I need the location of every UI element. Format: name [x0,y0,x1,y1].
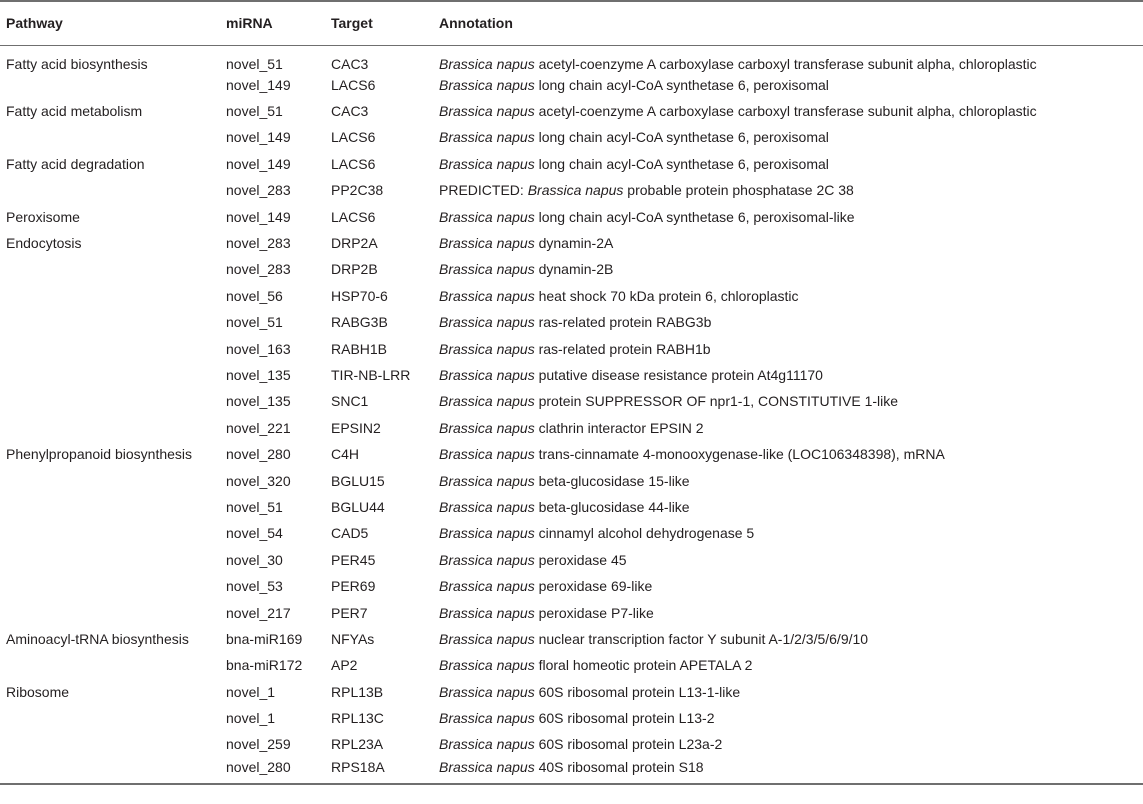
table-row [0,335,1143,361]
annotation-description: floral homeotic protein APETALA 2 [534,657,753,674]
cell-target: RABH1B [331,340,388,357]
cell-target: LACS6 [331,208,376,225]
cell-pathway [0,520,220,546]
cell-mirna: novel_217 [226,604,291,621]
column-header-pathway: Pathway [6,15,63,32]
cell-mirna: novel_54 [226,525,283,542]
cell-pathway [0,652,220,678]
table-row [0,256,1143,282]
cell-mirna: novel_280 [226,446,291,463]
column-header-annotation: Annotation [439,15,513,32]
cell-annotation [433,309,1143,335]
cell-target: RABG3B [331,314,388,331]
cell-target: PER69 [331,578,376,595]
cell-pathway [0,362,220,388]
column-header-target: Target [331,15,373,32]
cell-pathway [0,124,220,150]
cell-pathway [0,547,220,573]
cell-annotation [433,415,1143,441]
cell-mirna: novel_283 [226,235,291,252]
annotation-description: 60S ribosomal protein L13-1-like [534,683,741,700]
cell-annotation [433,203,1143,229]
annotation-species: Brassica napus [439,314,535,331]
annotation-species: Brassica napus [439,235,535,252]
cell-mirna: novel_1 [226,683,276,700]
annotation-species: Brassica napus [527,182,624,199]
annotation-species: Brassica napus [439,76,535,93]
table-row [0,467,1143,493]
annotation-species: Brassica napus [439,287,535,304]
cell-annotation [433,256,1143,282]
cell-mirna: novel_1 [226,710,276,727]
annotation-description: ras-related protein RABH1b [534,340,711,357]
cell-target: EPSIN2 [331,419,381,436]
annotation-description: 60S ribosomal protein L23a-2 [534,736,723,753]
cell-target: DRP2A [331,235,378,252]
table-row [0,678,1143,704]
annotation-description: peroxidase 69-like [534,578,653,595]
annotation-species: Brassica napus [439,155,535,172]
cell-annotation [433,758,1143,784]
table-row [0,441,1143,467]
cell-mirna: novel_221 [226,419,291,436]
cell-pathway: Fatty acid metabolism [6,103,143,120]
table-row [0,626,1143,652]
cell-annotation [433,467,1143,493]
cell-pathway: Phenylpropanoid biosynthesis [6,446,193,463]
table-row [0,494,1143,520]
cell-mirna: novel_51 [226,498,283,515]
cell-annotation [433,177,1143,203]
cell-mirna: novel_259 [226,736,291,753]
table-row [0,731,1143,757]
cell-pathway [0,758,220,784]
table-body [0,45,1143,784]
cell-mirna: novel_149 [226,155,291,172]
cell-annotation [433,335,1143,361]
table-row [0,415,1143,441]
annotation-description: protein SUPPRESSOR OF npr1-1, CONSTITUTIVE 1-like [534,393,899,410]
annotation-species: Brassica napus [439,578,535,595]
table-row [0,309,1143,335]
annotation-description: long chain acyl-CoA synthetase 6, peroxisomal-like [534,208,855,225]
annotation-prefix: PREDICTED: [439,182,528,199]
cell-mirna: novel_283 [226,182,291,199]
cell-mirna: novel_53 [226,578,283,595]
table-row [0,520,1143,546]
annotation-description: long chain acyl-CoA synthetase 6, peroxisomal [534,76,829,93]
cell-annotation [433,626,1143,652]
table-row [0,758,1143,784]
table-row [0,203,1143,229]
annotation-species: Brassica napus [439,630,535,647]
table-row [0,230,1143,256]
annotation-species: Brassica napus [439,340,535,357]
cell-annotation [433,45,1143,72]
annotation-description: beta-glucosidase 15-like [534,472,690,489]
cell-pathway [0,731,220,757]
annotation-species: Brassica napus [439,498,535,515]
annotation-species: Brassica napus [439,604,535,621]
cell-mirna: novel_320 [226,472,291,489]
cell-target: DRP2B [331,261,378,278]
cell-annotation [433,599,1143,625]
cell-pathway: Fatty acid degradation [6,155,145,172]
cell-target: RPL13C [331,710,384,727]
cell-pathway: Ribosome [6,683,70,700]
cell-pathway [0,388,220,414]
cell-mirna: novel_283 [226,261,291,278]
cell-pathway [0,256,220,282]
cell-annotation [433,362,1143,388]
cell-pathway: Fatty acid biosynthesis [6,55,148,72]
table-row [0,362,1143,388]
cell-pathway [0,177,220,203]
cell-annotation [433,283,1143,309]
cell-annotation [433,151,1143,177]
cell-target: PER7 [331,604,368,621]
cell-annotation [433,547,1143,573]
annotation-description: probable protein phosphatase 2C 38 [623,182,854,199]
cell-pathway [0,494,220,520]
cell-pathway [0,573,220,599]
annotation-species: Brassica napus [439,657,535,674]
annotation-description: acetyl-coenzyme A carboxylase carboxyl transferase subunit alpha, chloroplastic [534,55,1037,72]
cell-target: LACS6 [331,155,376,172]
cell-annotation [433,230,1143,256]
cell-annotation [433,388,1143,414]
cell-target: PP2C38 [331,182,384,199]
cell-pathway [0,72,220,98]
annotation-description: putative disease resistance protein At4g11170 [534,366,823,383]
cell-pathway [0,705,220,731]
cell-target: C4H [331,446,360,463]
cell-annotation [433,494,1143,520]
cell-target: CAD5 [331,525,369,542]
annotation-description: ras-related protein RABG3b [534,314,712,331]
cell-annotation [433,573,1143,599]
annotation-species: Brassica napus [439,208,535,225]
annotation-description: trans-cinnamate 4-monooxygenase-like (LOC106348398), mRNA [534,446,945,463]
annotation-description: peroxidase P7-like [534,604,654,621]
cell-target: RPS18A [331,759,385,776]
table-row [0,283,1143,309]
cell-annotation [433,441,1143,467]
annotation-species: Brassica napus [439,393,535,410]
cell-annotation [433,124,1143,150]
cell-pathway [0,415,220,441]
annotation-species: Brassica napus [439,736,535,753]
annotation-species: Brassica napus [439,551,535,568]
annotation-species: Brassica napus [439,683,535,700]
cell-pathway: Aminoacyl-tRNA biosynthesis [6,630,189,647]
cell-target: LACS6 [331,76,376,93]
cell-target: BGLU44 [331,498,385,515]
cell-pathway [0,283,220,309]
cell-mirna: novel_51 [226,314,283,331]
annotation-species: Brassica napus [439,446,535,463]
annotation-species: Brassica napus [439,472,535,489]
annotation-species: Brassica napus [439,366,535,383]
cell-mirna: novel_51 [226,55,283,72]
table-header [0,1,1143,45]
annotation-description: nuclear transcription factor Y subunit A-1/2/3/5/6/9/10 [534,630,869,647]
cell-mirna: novel_149 [226,76,291,93]
annotation-description: dynamin-2A [534,235,614,252]
annotation-description: 60S ribosomal protein L13-2 [534,710,715,727]
cell-annotation [433,731,1143,757]
cell-annotation [433,98,1143,124]
cell-annotation [433,678,1143,704]
cell-pathway: Peroxisome [6,208,80,225]
annotation-description: long chain acyl-CoA synthetase 6, peroxisomal [534,129,829,146]
annotation-species: Brassica napus [439,759,535,776]
cell-target: RPL13B [331,683,384,700]
cell-target: NFYAs [331,630,375,647]
cell-pathway [0,309,220,335]
cell-mirna: novel_149 [226,208,291,225]
annotation-species: Brassica napus [439,129,535,146]
cell-mirna: novel_280 [226,759,291,776]
annotation-description: heat shock 70 kDa protein 6, chloroplastic [534,287,799,304]
cell-mirna: novel_56 [226,287,283,304]
cell-mirna: novel_135 [226,366,291,383]
column-header-mirna: miRNA [226,15,273,32]
cell-target: HSP70-6 [331,287,388,304]
annotation-species: Brassica napus [439,419,535,436]
cell-pathway: Endocytosis [6,235,82,252]
cell-target: TIR-NB-LRR [331,366,411,383]
annotation-description: peroxidase 45 [534,551,627,568]
cell-mirna: novel_51 [226,103,283,120]
cell-pathway [0,599,220,625]
annotation-species: Brassica napus [439,710,535,727]
annotation-description: 40S ribosomal protein S18 [534,759,704,776]
annotation-description: acetyl-coenzyme A carboxylase carboxyl transferase subunit alpha, chloroplastic [534,103,1037,120]
cell-mirna: novel_135 [226,393,291,410]
annotation-species: Brassica napus [439,525,535,542]
cell-target: CAC3 [331,103,369,120]
table-row [0,124,1143,150]
cell-mirna: novel_163 [226,340,291,357]
table-row [0,45,1143,72]
cell-annotation [433,520,1143,546]
cell-mirna: novel_30 [226,551,283,568]
table-row [0,98,1143,124]
table-row [0,177,1143,203]
annotation-description: cinnamyl alcohol dehydrogenase 5 [534,525,755,542]
table-row [0,705,1143,731]
annotation-species: Brassica napus [439,55,535,72]
cell-pathway [0,335,220,361]
cell-annotation [433,72,1143,98]
annotation-description: long chain acyl-CoA synthetase 6, peroxisomal [534,155,829,172]
cell-target: RPL23A [331,736,384,753]
cell-target: CAC3 [331,55,369,72]
table-row [0,652,1143,678]
cell-mirna: novel_149 [226,129,291,146]
cell-pathway [0,467,220,493]
cell-target: LACS6 [331,129,376,146]
cell-annotation [433,705,1143,731]
cell-target: PER45 [331,551,376,568]
table-row [0,547,1143,573]
cell-annotation [433,652,1143,678]
header-row [0,1,1143,45]
annotation-description: clathrin interactor EPSIN 2 [534,419,704,436]
annotation-species: Brassica napus [439,103,535,120]
cell-target: SNC1 [331,393,369,410]
table-row [0,388,1143,414]
cell-target: BGLU15 [331,472,385,489]
cell-target: AP2 [331,657,358,674]
table-row [0,72,1143,98]
cell-mirna: bna-miR169 [226,630,303,647]
annotation-description: beta-glucosidase 44-like [534,498,690,515]
annotation-species: Brassica napus [439,261,535,278]
table-row [0,573,1143,599]
annotation-description: dynamin-2B [534,261,614,278]
cell-mirna: bna-miR172 [226,657,303,674]
table-row [0,151,1143,177]
table-row [0,599,1143,625]
